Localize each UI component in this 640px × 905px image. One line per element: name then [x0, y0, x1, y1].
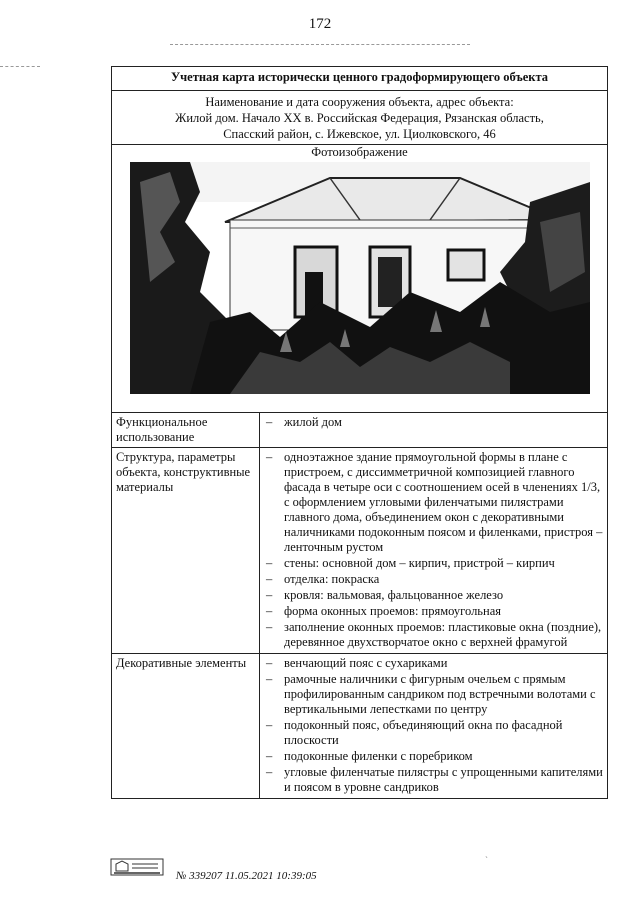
list-item: – одноэтажное здание прямоугольной формы в плане с пристроем, с диссимметричной композицией главного фасада в четыре оси с соотношением осей в членениях 1/3, с оформлением угловыми филенчатыми пилястрами главного дома, объединением окон с декоративными наличниками подоконным поясом и филенками, пристроя – ленточным рустом	[266, 450, 603, 555]
list-item: – кровля: вальмовая, фальцованное железо	[266, 588, 603, 603]
page-number: 172	[308, 16, 332, 32]
row-content	[260, 448, 607, 653]
list-item: – угловые филенчатые пилястры с упрощенными капителями и поясом в уровне сандриков	[266, 765, 603, 795]
object-info-line: Спасский район, с. Ижевское, ул. Циолковского, 46	[223, 127, 496, 141]
row-label: Функциональное использование	[112, 413, 260, 447]
list-item: – форма оконных проемов: прямоугольная	[266, 604, 603, 619]
row-content	[260, 413, 607, 447]
header-divider	[170, 44, 470, 45]
list-item: – подоконные филенки с поребриком	[266, 749, 603, 764]
document-stamp: № 339207 11.05.2021 10:39:05	[176, 870, 317, 882]
list-item: – жилой дом	[266, 415, 603, 430]
margin-divider	[0, 66, 40, 67]
object-info	[112, 91, 607, 145]
row-content	[260, 654, 607, 798]
object-info-line: Жилой дом. Начало XX в. Российская Федерация, Рязанская область,	[175, 111, 544, 125]
photo-section	[112, 145, 607, 413]
row-functional-use	[112, 413, 607, 448]
row-label: Декоративные элементы	[112, 654, 260, 798]
photo-label: Фотоизображение	[311, 145, 408, 159]
row-decorative-elements	[112, 654, 607, 798]
list-item: – стены: основной дом – кирпич, пристрой – кирпич	[266, 556, 603, 571]
row-label: Структура, параметры объекта, конструктивные материалы	[112, 448, 260, 653]
list-item: – подоконный пояс, объединяющий окна по фасадной плоскости	[266, 718, 603, 748]
house-photo	[130, 162, 590, 394]
record-card	[111, 66, 608, 799]
registry-logo	[110, 858, 164, 876]
row-structure	[112, 448, 607, 654]
list-item: – заполнение оконных проемов: пластиковые окна (поздние), деревянное двухстворчатое окно с верхней фрамугой	[266, 620, 603, 650]
list-item: – венчающий пояс с сухариками	[266, 656, 603, 671]
list-item: – рамочные наличники с фигурным очельем с прямым профилированным сандриком под встречными волотами с вертикальными лепестками по центру	[266, 672, 603, 717]
list-item: – отделка: покраска	[266, 572, 603, 587]
scan-mark: ˎ	[485, 848, 488, 858]
card-title: Учетная карта исторически ценного градоформирующего объекта	[112, 67, 607, 91]
object-info-line: Наименование и дата сооружения объекта, адрес объекта:	[205, 95, 514, 109]
